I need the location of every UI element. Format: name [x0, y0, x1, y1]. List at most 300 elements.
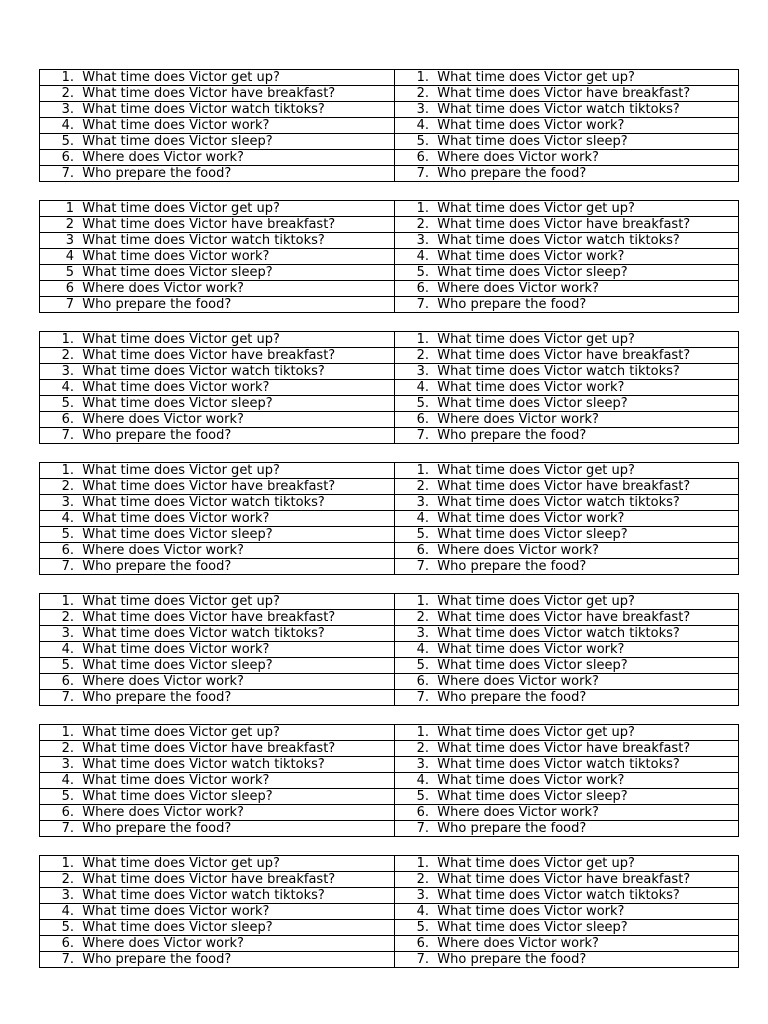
- question-text: Who prepare the food?: [82, 428, 232, 443]
- right-question-cell: [395, 297, 739, 313]
- question-text: What time does Victor have breakfast?: [82, 479, 336, 494]
- question-text: What time does Victor work?: [437, 511, 625, 526]
- question-table: [39, 200, 739, 313]
- question-text: What time does Victor have breakfast?: [82, 348, 336, 363]
- right-question-cell: [395, 594, 739, 610]
- right-question-cell: [395, 412, 739, 428]
- left-question-cell: [40, 428, 395, 444]
- question-number: 7: [65, 297, 74, 312]
- question-number: 5.: [416, 134, 429, 149]
- right-question-cell: [395, 936, 739, 952]
- right-question-cell: [395, 773, 739, 789]
- question-text: Where does Victor work?: [82, 543, 244, 558]
- left-question-cell: [40, 559, 395, 575]
- left-question-cell: [40, 821, 395, 837]
- question-number: 3.: [416, 757, 429, 772]
- question-text: What time does Victor sleep?: [437, 134, 628, 149]
- table-row: [40, 856, 739, 872]
- left-question-cell: [40, 511, 395, 527]
- question-number: 5.: [61, 396, 74, 411]
- left-question-cell: [40, 201, 395, 217]
- table-row: [40, 821, 739, 837]
- question-text: What time does Victor have breakfast?: [437, 86, 691, 101]
- question-number: 5.: [416, 265, 429, 280]
- left-question-cell: [40, 936, 395, 952]
- left-question-cell: [40, 118, 395, 134]
- question-number: 5.: [416, 920, 429, 935]
- right-question-cell: [395, 904, 739, 920]
- left-question-cell: [40, 249, 395, 265]
- question-number: 6.: [416, 281, 429, 296]
- question-number: 6.: [416, 805, 429, 820]
- question-text: Who prepare the food?: [437, 690, 587, 705]
- question-text: What time does Victor get up?: [437, 725, 635, 740]
- question-text: Who prepare the food?: [82, 690, 232, 705]
- question-number: 1.: [416, 594, 429, 609]
- left-question-cell: [40, 658, 395, 674]
- question-text: What time does Victor watch tiktoks?: [437, 364, 680, 379]
- left-question-cell: [40, 725, 395, 741]
- right-question-cell: [395, 102, 739, 118]
- question-text: Who prepare the food?: [82, 166, 232, 181]
- question-number: 3.: [416, 888, 429, 903]
- question-number: 2.: [61, 872, 74, 887]
- left-question-cell: [40, 281, 395, 297]
- question-text: What time does Victor have breakfast?: [437, 348, 691, 363]
- question-number: 1.: [61, 70, 74, 85]
- left-question-cell: [40, 265, 395, 281]
- table-row: [40, 495, 739, 511]
- left-question-cell: [40, 920, 395, 936]
- question-number: 4.: [61, 773, 74, 788]
- table-row: [40, 872, 739, 888]
- question-text: What time does Victor work?: [437, 380, 625, 395]
- question-text: What time does Victor have breakfast?: [437, 610, 691, 625]
- table-row: [40, 773, 739, 789]
- worksheet: [39, 69, 736, 986]
- right-question-cell: [395, 674, 739, 690]
- question-number: 1.: [61, 594, 74, 609]
- question-number: 1.: [416, 201, 429, 216]
- question-number: 2.: [416, 610, 429, 625]
- question-number: 3.: [61, 102, 74, 117]
- left-question-cell: [40, 479, 395, 495]
- right-question-cell: [395, 166, 739, 182]
- question-number: 4.: [416, 511, 429, 526]
- question-text: What time does Victor get up?: [437, 856, 635, 871]
- table-row: [40, 332, 739, 348]
- question-text: Where does Victor work?: [437, 281, 599, 296]
- table-row: [40, 543, 739, 559]
- question-text: What time does Victor have breakfast?: [82, 872, 336, 887]
- right-question-cell: [395, 348, 739, 364]
- question-number: 2.: [416, 741, 429, 756]
- table-row: [40, 166, 739, 182]
- question-text: What time does Victor watch tiktoks?: [437, 233, 680, 248]
- left-question-cell: [40, 872, 395, 888]
- question-text: What time does Victor get up?: [82, 856, 280, 871]
- left-question-cell: [40, 690, 395, 706]
- question-text: What time does Victor get up?: [437, 332, 635, 347]
- left-question-cell: [40, 102, 395, 118]
- question-text: Where does Victor work?: [82, 805, 244, 820]
- table-row: [40, 217, 739, 233]
- right-question-cell: [395, 821, 739, 837]
- question-table: [39, 593, 739, 706]
- question-number: 7.: [61, 690, 74, 705]
- question-number: 3.: [61, 626, 74, 641]
- question-text: What time does Victor sleep?: [82, 265, 273, 280]
- question-text: Where does Victor work?: [437, 543, 599, 558]
- left-question-cell: [40, 233, 395, 249]
- right-question-cell: [395, 364, 739, 380]
- question-text: Where does Victor work?: [82, 412, 244, 427]
- question-number: 3.: [416, 102, 429, 117]
- table-row: [40, 297, 739, 313]
- right-question-cell: [395, 463, 739, 479]
- question-text: What time does Victor watch tiktoks?: [82, 888, 325, 903]
- question-text: What time does Victor sleep?: [82, 134, 273, 149]
- question-number: 3.: [61, 888, 74, 903]
- question-text: What time does Victor work?: [82, 904, 270, 919]
- left-question-cell: [40, 217, 395, 233]
- question-text: Where does Victor work?: [82, 281, 244, 296]
- question-text: What time does Victor work?: [437, 773, 625, 788]
- question-text: What time does Victor sleep?: [82, 920, 273, 935]
- question-number: 2.: [61, 348, 74, 363]
- question-number: 2.: [416, 479, 429, 494]
- left-question-cell: [40, 610, 395, 626]
- table-row: [40, 725, 739, 741]
- table-row: [40, 412, 739, 428]
- question-text: What time does Victor have breakfast?: [82, 86, 336, 101]
- question-text: What time does Victor sleep?: [437, 920, 628, 935]
- right-question-cell: [395, 380, 739, 396]
- right-question-cell: [395, 658, 739, 674]
- left-question-cell: [40, 741, 395, 757]
- question-text: What time does Victor get up?: [437, 70, 635, 85]
- left-question-cell: [40, 70, 395, 86]
- table-row: [40, 150, 739, 166]
- table-row: [40, 479, 739, 495]
- question-number: 3.: [416, 364, 429, 379]
- question-text: Who prepare the food?: [437, 559, 587, 574]
- left-question-cell: [40, 773, 395, 789]
- question-text: What time does Victor get up?: [437, 201, 635, 216]
- right-question-cell: [395, 872, 739, 888]
- table-row: [40, 888, 739, 904]
- question-number: 2.: [416, 86, 429, 101]
- right-question-cell: [395, 559, 739, 575]
- question-number: 6.: [61, 150, 74, 165]
- table-row: [40, 527, 739, 543]
- question-text: What time does Victor get up?: [437, 463, 635, 478]
- right-question-cell: [395, 479, 739, 495]
- question-text: What time does Victor have breakfast?: [82, 610, 336, 625]
- left-question-cell: [40, 594, 395, 610]
- left-question-cell: [40, 134, 395, 150]
- right-question-cell: [395, 543, 739, 559]
- question-text: Where does Victor work?: [437, 674, 599, 689]
- question-text: What time does Victor sleep?: [82, 527, 273, 542]
- question-text: Who prepare the food?: [437, 297, 587, 312]
- right-question-cell: [395, 233, 739, 249]
- question-text: What time does Victor watch tiktoks?: [437, 495, 680, 510]
- question-number: 7.: [416, 952, 429, 967]
- question-number: 1.: [416, 463, 429, 478]
- question-number: 1.: [61, 725, 74, 740]
- question-text: What time does Victor sleep?: [437, 265, 628, 280]
- right-question-cell: [395, 134, 739, 150]
- question-number: 2.: [61, 610, 74, 625]
- question-number: 6.: [61, 936, 74, 951]
- right-question-cell: [395, 888, 739, 904]
- question-text: Who prepare the food?: [437, 428, 587, 443]
- question-text: What time does Victor watch tiktoks?: [437, 888, 680, 903]
- question-text: What time does Victor sleep?: [437, 527, 628, 542]
- question-text: What time does Victor sleep?: [437, 658, 628, 673]
- left-question-cell: [40, 789, 395, 805]
- question-number: 1: [65, 201, 74, 216]
- question-text: Who prepare the food?: [82, 297, 232, 312]
- question-text: Who prepare the food?: [437, 166, 587, 181]
- question-number: 2: [65, 217, 74, 232]
- question-number: 4.: [416, 904, 429, 919]
- right-question-cell: [395, 332, 739, 348]
- left-question-cell: [40, 543, 395, 559]
- table-row: [40, 920, 739, 936]
- question-text: Where does Victor work?: [82, 150, 244, 165]
- left-question-cell: [40, 626, 395, 642]
- left-question-cell: [40, 150, 395, 166]
- right-question-cell: [395, 856, 739, 872]
- right-question-cell: [395, 511, 739, 527]
- question-text: What time does Victor watch tiktoks?: [82, 626, 325, 641]
- question-number: 5.: [61, 789, 74, 804]
- question-number: 5.: [61, 527, 74, 542]
- question-number: 4.: [61, 511, 74, 526]
- question-number: 7.: [416, 428, 429, 443]
- question-number: 5.: [416, 396, 429, 411]
- question-text: What time does Victor watch tiktoks?: [437, 102, 680, 117]
- question-number: 2.: [416, 348, 429, 363]
- question-number: 1.: [416, 332, 429, 347]
- question-text: What time does Victor work?: [82, 642, 270, 657]
- right-question-cell: [395, 757, 739, 773]
- question-text: What time does Victor have breakfast?: [82, 741, 336, 756]
- right-question-cell: [395, 201, 739, 217]
- question-text: What time does Victor watch tiktoks?: [82, 102, 325, 117]
- question-number: 1.: [61, 332, 74, 347]
- question-text: What time does Victor get up?: [82, 70, 280, 85]
- question-number: 1.: [416, 725, 429, 740]
- right-question-cell: [395, 70, 739, 86]
- right-question-cell: [395, 249, 739, 265]
- question-number: 3.: [61, 757, 74, 772]
- question-text: Who prepare the food?: [82, 952, 232, 967]
- question-number: 4.: [416, 249, 429, 264]
- question-number: 7.: [61, 559, 74, 574]
- question-text: What time does Victor have breakfast?: [437, 479, 691, 494]
- question-text: What time does Victor work?: [82, 249, 270, 264]
- question-number: 3.: [416, 626, 429, 641]
- question-number: 6: [65, 281, 74, 296]
- question-text: What time does Victor get up?: [82, 201, 280, 216]
- table-row: [40, 952, 739, 968]
- question-number: 6.: [61, 412, 74, 427]
- question-number: 5.: [61, 134, 74, 149]
- question-number: 6.: [61, 805, 74, 820]
- left-question-cell: [40, 332, 395, 348]
- right-question-cell: [395, 642, 739, 658]
- question-number: 3: [65, 233, 74, 248]
- question-text: What time does Victor have breakfast?: [82, 217, 336, 232]
- question-text: Who prepare the food?: [82, 559, 232, 574]
- question-number: 4.: [416, 642, 429, 657]
- question-number: 2.: [416, 872, 429, 887]
- question-text: Where does Victor work?: [437, 412, 599, 427]
- question-number: 5: [65, 265, 74, 280]
- left-question-cell: [40, 166, 395, 182]
- question-number: 7.: [61, 428, 74, 443]
- question-text: What time does Victor get up?: [82, 594, 280, 609]
- question-text: What time does Victor get up?: [82, 332, 280, 347]
- table-row: [40, 674, 739, 690]
- question-number: 4.: [61, 904, 74, 919]
- question-number: 7.: [416, 821, 429, 836]
- table-row: [40, 789, 739, 805]
- table-row: [40, 86, 739, 102]
- table-row: [40, 642, 739, 658]
- right-question-cell: [395, 495, 739, 511]
- question-table: [39, 462, 739, 575]
- question-text: What time does Victor get up?: [437, 594, 635, 609]
- question-table: [39, 69, 739, 182]
- question-text: What time does Victor watch tiktoks?: [437, 626, 680, 641]
- right-question-cell: [395, 281, 739, 297]
- left-question-cell: [40, 380, 395, 396]
- question-table: [39, 331, 739, 444]
- left-question-cell: [40, 495, 395, 511]
- question-number: 4.: [416, 118, 429, 133]
- question-text: Where does Victor work?: [437, 936, 599, 951]
- right-question-cell: [395, 952, 739, 968]
- question-text: What time does Victor work?: [437, 904, 625, 919]
- table-row: [40, 936, 739, 952]
- question-text: What time does Victor watch tiktoks?: [437, 757, 680, 772]
- question-number: 5.: [416, 658, 429, 673]
- question-text: What time does Victor sleep?: [82, 396, 273, 411]
- question-table: [39, 724, 739, 837]
- question-text: What time does Victor work?: [82, 380, 270, 395]
- table-row: [40, 757, 739, 773]
- question-text: What time does Victor work?: [437, 118, 625, 133]
- table-row: [40, 904, 739, 920]
- question-number: 4: [65, 249, 74, 264]
- table-row: [40, 594, 739, 610]
- question-number: 5.: [416, 527, 429, 542]
- question-number: 4.: [416, 773, 429, 788]
- question-text: What time does Victor work?: [437, 249, 625, 264]
- question-text: What time does Victor watch tiktoks?: [82, 757, 325, 772]
- question-number: 3.: [61, 495, 74, 510]
- question-number: 2.: [61, 479, 74, 494]
- right-question-cell: [395, 690, 739, 706]
- table-row: [40, 741, 739, 757]
- table-row: [40, 805, 739, 821]
- question-number: 1.: [61, 856, 74, 871]
- question-number: 5.: [61, 920, 74, 935]
- question-number: 6.: [416, 936, 429, 951]
- left-question-cell: [40, 297, 395, 313]
- question-text: What time does Victor work?: [82, 118, 270, 133]
- left-question-cell: [40, 904, 395, 920]
- right-question-cell: [395, 150, 739, 166]
- question-number: 6.: [416, 674, 429, 689]
- left-question-cell: [40, 888, 395, 904]
- question-number: 2.: [61, 741, 74, 756]
- question-text: What time does Victor watch tiktoks?: [82, 233, 325, 248]
- question-number: 4.: [61, 380, 74, 395]
- question-text: What time does Victor work?: [82, 511, 270, 526]
- right-question-cell: [395, 265, 739, 281]
- question-text: Where does Victor work?: [437, 150, 599, 165]
- table-row: [40, 428, 739, 444]
- table-row: [40, 626, 739, 642]
- left-question-cell: [40, 86, 395, 102]
- table-row: [40, 348, 739, 364]
- question-number: 6.: [416, 412, 429, 427]
- question-number: 3.: [416, 495, 429, 510]
- left-question-cell: [40, 952, 395, 968]
- question-text: What time does Victor have breakfast?: [437, 872, 691, 887]
- right-question-cell: [395, 725, 739, 741]
- question-text: What time does Victor work?: [437, 642, 625, 657]
- right-question-cell: [395, 805, 739, 821]
- question-text: What time does Victor have breakfast?: [437, 217, 691, 232]
- table-row: [40, 380, 739, 396]
- left-question-cell: [40, 412, 395, 428]
- table-row: [40, 364, 739, 380]
- question-number: 6.: [416, 543, 429, 558]
- left-question-cell: [40, 527, 395, 543]
- table-row: [40, 511, 739, 527]
- question-number: 7.: [61, 952, 74, 967]
- question-number: 7.: [416, 166, 429, 181]
- question-number: 5.: [416, 789, 429, 804]
- question-number: 7.: [416, 690, 429, 705]
- table-row: [40, 233, 739, 249]
- question-number: 3.: [61, 364, 74, 379]
- question-number: 2.: [61, 86, 74, 101]
- right-question-cell: [395, 610, 739, 626]
- left-question-cell: [40, 348, 395, 364]
- question-text: Where does Victor work?: [437, 805, 599, 820]
- left-question-cell: [40, 674, 395, 690]
- question-number: 4.: [416, 380, 429, 395]
- right-question-cell: [395, 626, 739, 642]
- table-row: [40, 610, 739, 626]
- question-text: What time does Victor sleep?: [437, 396, 628, 411]
- question-number: 7.: [61, 166, 74, 181]
- left-question-cell: [40, 856, 395, 872]
- table-row: [40, 134, 739, 150]
- left-question-cell: [40, 463, 395, 479]
- question-number: 7.: [61, 821, 74, 836]
- table-row: [40, 102, 739, 118]
- question-text: What time does Victor work?: [82, 773, 270, 788]
- table-row: [40, 201, 739, 217]
